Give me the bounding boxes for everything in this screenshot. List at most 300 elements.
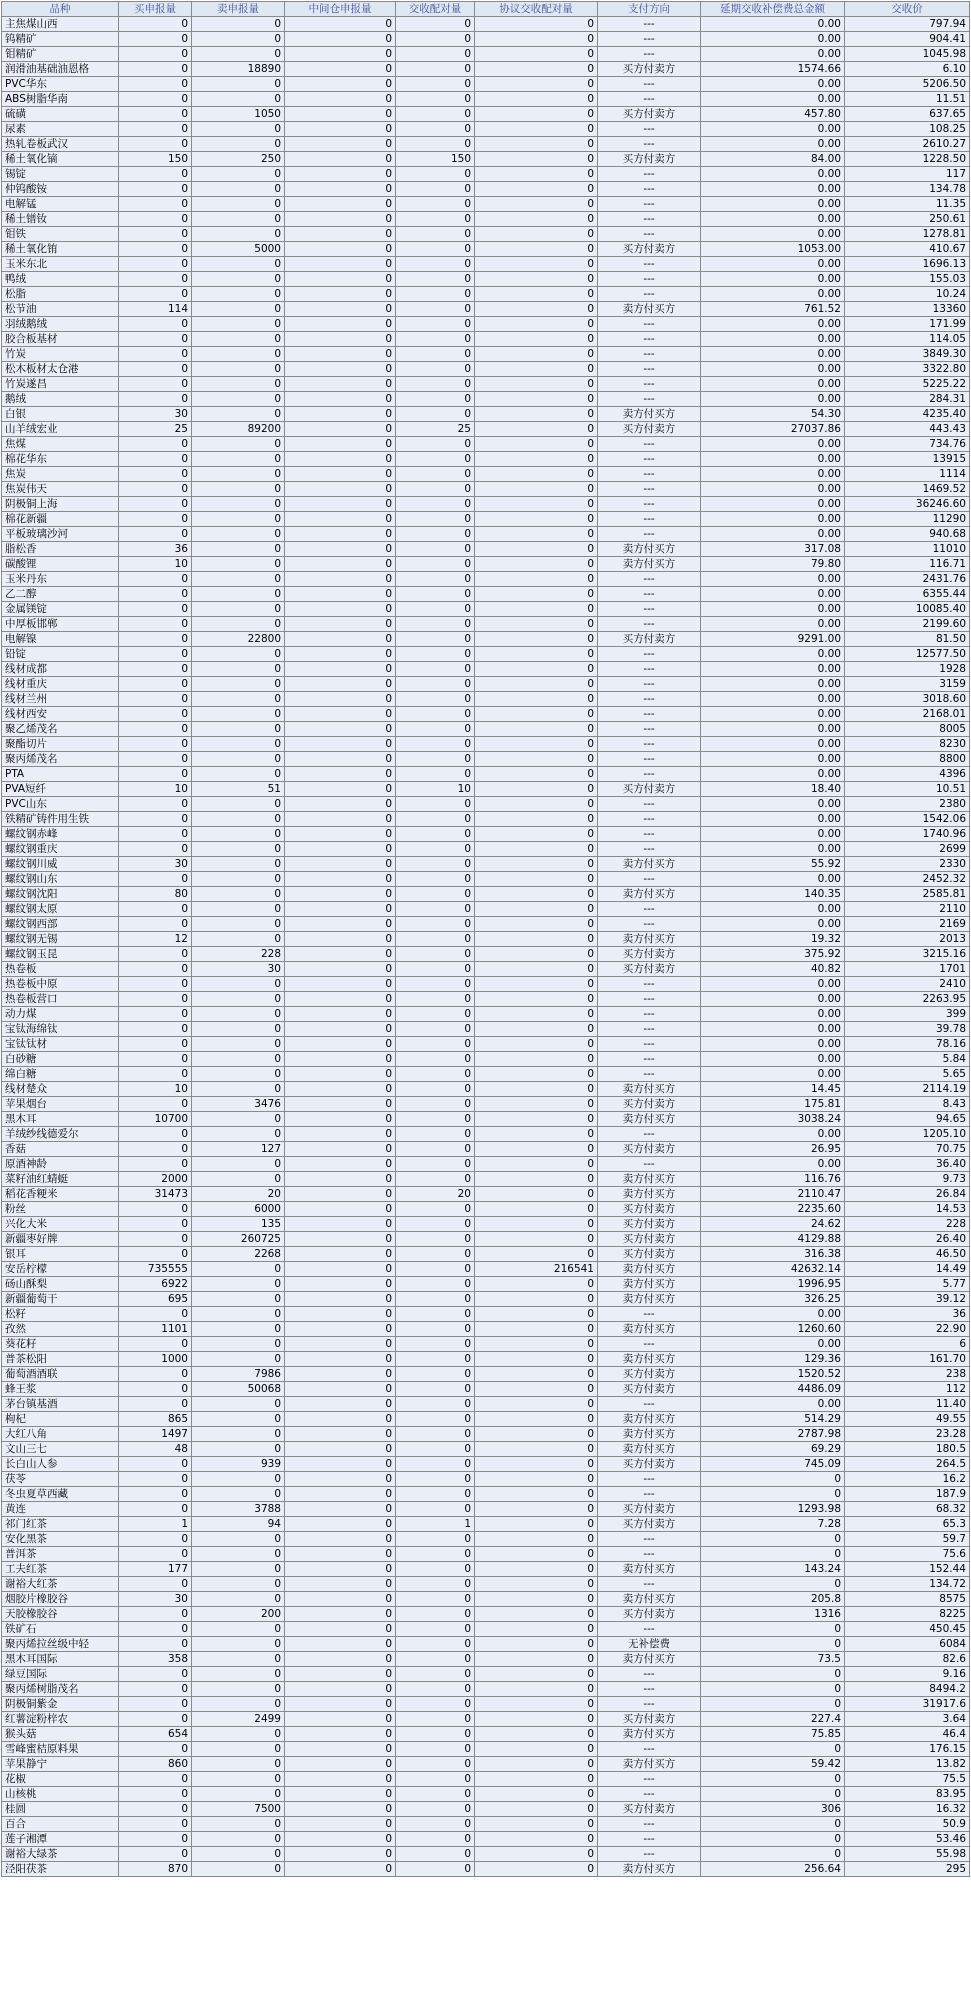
buy-qty-cell: 0	[119, 1817, 192, 1832]
payment-direction-cell: 卖方付买方	[598, 1112, 701, 1127]
matched-qty-cell: 0	[396, 662, 475, 677]
table-row	[2, 1532, 970, 1547]
table-row	[2, 377, 970, 392]
agreement-matched-qty-cell: 0	[475, 1007, 598, 1022]
buy-qty-cell: 0	[119, 1577, 192, 1592]
settlement-price-cell: 4396	[845, 767, 970, 782]
sell-qty-cell: 0	[192, 1067, 285, 1082]
settlement-price-cell: 11.35	[845, 197, 970, 212]
buy-qty-cell: 0	[119, 1457, 192, 1472]
agreement-matched-qty-cell: 0	[475, 1832, 598, 1847]
sell-qty-cell: 0	[192, 1082, 285, 1097]
deferred-fee-cell: 7.28	[701, 1517, 845, 1532]
matched-qty-cell: 0	[396, 362, 475, 377]
settlement-price-cell: 2380	[845, 797, 970, 812]
table-row	[2, 32, 970, 47]
table-row	[2, 1007, 970, 1022]
payment-direction-cell: 卖方付买方	[598, 1592, 701, 1607]
matched-qty-cell: 0	[396, 1652, 475, 1667]
table-row	[2, 1097, 970, 1112]
payment-direction-cell: 买方付卖方	[598, 1712, 701, 1727]
payment-direction-cell: ---	[598, 842, 701, 857]
agreement-matched-qty-cell: 0	[475, 1427, 598, 1442]
deferred-fee-cell: 0.00	[701, 1067, 845, 1082]
intermediate-qty-cell: 0	[285, 1247, 396, 1262]
buy-qty-cell: 695	[119, 1292, 192, 1307]
matched-qty-cell: 0	[396, 557, 475, 572]
table-row	[2, 542, 970, 557]
agreement-matched-qty-cell: 0	[475, 1727, 598, 1742]
table-row	[2, 1712, 970, 1727]
payment-direction-cell: 卖方付买方	[598, 1262, 701, 1277]
matched-qty-cell: 0	[396, 1847, 475, 1862]
settlement-price-cell: 134.72	[845, 1577, 970, 1592]
sell-qty-cell: 0	[192, 977, 285, 992]
intermediate-qty-cell: 0	[285, 377, 396, 392]
column-header-deferred-fee-total: 延期交收补偿费总金额	[701, 2, 845, 17]
buy-qty-cell: 0	[119, 122, 192, 137]
product-cell: 棉花新疆	[2, 512, 119, 527]
intermediate-qty-cell: 0	[285, 347, 396, 362]
deferred-fee-cell: 0	[701, 1832, 845, 1847]
buy-qty-cell: 0	[119, 1022, 192, 1037]
deferred-fee-cell: 0.00	[701, 92, 845, 107]
product-cell: 雪峰蜜桔原料果	[2, 1742, 119, 1757]
intermediate-qty-cell: 0	[285, 1742, 396, 1757]
settlement-price-cell: 94.65	[845, 1112, 970, 1127]
payment-direction-cell: ---	[598, 17, 701, 32]
matched-qty-cell: 0	[396, 1442, 475, 1457]
sell-qty-cell: 0	[192, 617, 285, 632]
buy-qty-cell: 0	[119, 512, 192, 527]
matched-qty-cell: 0	[396, 1217, 475, 1232]
product-cell: 绿豆国际	[2, 1667, 119, 1682]
payment-direction-cell: ---	[598, 722, 701, 737]
sell-qty-cell: 0	[192, 1172, 285, 1187]
buy-qty-cell: 0	[119, 1502, 192, 1517]
product-cell: PVA短纤	[2, 782, 119, 797]
settlement-price-cell: 8800	[845, 752, 970, 767]
agreement-matched-qty-cell: 0	[475, 227, 598, 242]
settlement-price-cell: 117	[845, 167, 970, 182]
intermediate-qty-cell: 0	[285, 1457, 396, 1472]
sell-qty-cell: 0	[192, 1652, 285, 1667]
agreement-matched-qty-cell: 0	[475, 1502, 598, 1517]
payment-direction-cell: 买方付卖方	[598, 152, 701, 167]
agreement-matched-qty-cell: 0	[475, 632, 598, 647]
intermediate-qty-cell: 0	[285, 1202, 396, 1217]
payment-direction-cell: ---	[598, 1487, 701, 1502]
settlement-price-cell: 3159	[845, 677, 970, 692]
buy-qty-cell: 0	[119, 1397, 192, 1412]
settlement-price-cell: 39.78	[845, 1022, 970, 1037]
sell-qty-cell: 0	[192, 1472, 285, 1487]
sell-qty-cell: 0	[192, 497, 285, 512]
settlement-price-cell: 1278.81	[845, 227, 970, 242]
agreement-matched-qty-cell: 0	[475, 887, 598, 902]
deferred-fee-cell: 18.40	[701, 782, 845, 797]
matched-qty-cell: 0	[396, 1547, 475, 1562]
product-cell: PVC华东	[2, 77, 119, 92]
buy-qty-cell: 0	[119, 272, 192, 287]
sell-qty-cell: 0	[192, 677, 285, 692]
product-cell: 茯苓	[2, 1472, 119, 1487]
intermediate-qty-cell: 0	[285, 872, 396, 887]
payment-direction-cell: 卖方付买方	[598, 1292, 701, 1307]
product-cell: 宝钛钛材	[2, 1037, 119, 1052]
matched-qty-cell: 0	[396, 1097, 475, 1112]
sell-qty-cell: 0	[192, 1292, 285, 1307]
payment-direction-cell: ---	[598, 797, 701, 812]
payment-direction-cell: 买方付卖方	[598, 1367, 701, 1382]
table-row	[2, 1787, 970, 1802]
intermediate-qty-cell: 0	[285, 767, 396, 782]
deferred-fee-cell: 9291.00	[701, 632, 845, 647]
settlement-price-cell: 637.65	[845, 107, 970, 122]
payment-direction-cell: ---	[598, 752, 701, 767]
intermediate-qty-cell: 0	[285, 1397, 396, 1412]
table-row	[2, 1082, 970, 1097]
payment-direction-cell: ---	[598, 377, 701, 392]
settlement-price-cell: 1114	[845, 467, 970, 482]
intermediate-qty-cell: 0	[285, 647, 396, 662]
deferred-fee-cell: 0.00	[701, 692, 845, 707]
agreement-matched-qty-cell: 0	[475, 782, 598, 797]
sell-qty-cell: 0	[192, 122, 285, 137]
intermediate-qty-cell: 0	[285, 1847, 396, 1862]
product-cell: 新疆葡萄干	[2, 1292, 119, 1307]
table-row	[2, 1277, 970, 1292]
sell-qty-cell: 0	[192, 317, 285, 332]
sell-qty-cell: 0	[192, 1562, 285, 1577]
product-cell: 绵白糖	[2, 1067, 119, 1082]
matched-qty-cell: 0	[396, 392, 475, 407]
payment-direction-cell: ---	[598, 812, 701, 827]
matched-qty-cell: 0	[396, 437, 475, 452]
settlement-price-cell: 14.49	[845, 1262, 970, 1277]
settlement-price-cell: 36246.60	[845, 497, 970, 512]
buy-qty-cell: 0	[119, 227, 192, 242]
sell-qty-cell: 250	[192, 152, 285, 167]
intermediate-qty-cell: 0	[285, 167, 396, 182]
agreement-matched-qty-cell: 0	[475, 602, 598, 617]
table-row	[2, 1652, 970, 1667]
payment-direction-cell: 卖方付买方	[598, 1172, 701, 1187]
sell-qty-cell: 0	[192, 737, 285, 752]
deferred-fee-cell: 0.00	[701, 1007, 845, 1022]
intermediate-qty-cell: 0	[285, 1772, 396, 1787]
settlement-price-cell: 734.76	[845, 437, 970, 452]
table-row	[2, 362, 970, 377]
payment-direction-cell: ---	[598, 527, 701, 542]
buy-qty-cell: 0	[119, 47, 192, 62]
deferred-fee-cell: 0.00	[701, 347, 845, 362]
intermediate-qty-cell: 0	[285, 782, 396, 797]
payment-direction-cell: ---	[598, 167, 701, 182]
intermediate-qty-cell: 0	[285, 587, 396, 602]
agreement-matched-qty-cell: 0	[475, 1547, 598, 1562]
product-cell: 稻花香粳米	[2, 1187, 119, 1202]
matched-qty-cell: 0	[396, 32, 475, 47]
agreement-matched-qty-cell: 0	[475, 1772, 598, 1787]
sell-qty-cell: 0	[192, 482, 285, 497]
payment-direction-cell: 买方付卖方	[598, 1517, 701, 1532]
agreement-matched-qty-cell: 0	[475, 287, 598, 302]
agreement-matched-qty-cell: 0	[475, 1307, 598, 1322]
agreement-matched-qty-cell: 0	[475, 722, 598, 737]
agreement-matched-qty-cell: 0	[475, 1022, 598, 1037]
table-row	[2, 932, 970, 947]
agreement-matched-qty-cell: 0	[475, 272, 598, 287]
sell-qty-cell: 0	[192, 707, 285, 722]
payment-direction-cell: 买方付卖方	[598, 962, 701, 977]
matched-qty-cell: 0	[396, 242, 475, 257]
matched-qty-cell: 0	[396, 167, 475, 182]
intermediate-qty-cell: 0	[285, 1022, 396, 1037]
product-cell: 聚丙烯茂名	[2, 752, 119, 767]
matched-qty-cell: 0	[396, 677, 475, 692]
product-cell: 黄连	[2, 1502, 119, 1517]
deferred-fee-cell: 0.00	[701, 212, 845, 227]
table-row	[2, 767, 970, 782]
matched-qty-cell: 0	[396, 722, 475, 737]
deferred-fee-cell: 0.00	[701, 17, 845, 32]
payment-direction-cell: 买方付卖方	[598, 782, 701, 797]
matched-qty-cell: 0	[396, 1277, 475, 1292]
sell-qty-cell: 0	[192, 647, 285, 662]
payment-direction-cell: 卖方付买方	[598, 1442, 701, 1457]
sell-qty-cell: 0	[192, 1052, 285, 1067]
intermediate-qty-cell: 0	[285, 542, 396, 557]
buy-qty-cell: 6922	[119, 1277, 192, 1292]
matched-qty-cell: 0	[396, 182, 475, 197]
deferred-fee-cell: 0	[701, 1772, 845, 1787]
deferred-fee-cell: 0.00	[701, 32, 845, 47]
sell-qty-cell: 0	[192, 197, 285, 212]
intermediate-qty-cell: 0	[285, 1592, 396, 1607]
matched-qty-cell: 0	[396, 1742, 475, 1757]
sell-qty-cell: 0	[192, 287, 285, 302]
intermediate-qty-cell: 0	[285, 1817, 396, 1832]
matched-qty-cell: 0	[396, 542, 475, 557]
agreement-matched-qty-cell: 0	[475, 557, 598, 572]
matched-qty-cell: 0	[396, 1502, 475, 1517]
buy-qty-cell: 12	[119, 932, 192, 947]
product-cell: 螺纹钢太原	[2, 902, 119, 917]
buy-qty-cell: 0	[119, 1547, 192, 1562]
agreement-matched-qty-cell: 0	[475, 1472, 598, 1487]
intermediate-qty-cell: 0	[285, 407, 396, 422]
settlement-price-cell: 49.55	[845, 1412, 970, 1427]
deferred-fee-cell: 0.00	[701, 992, 845, 1007]
deferred-fee-cell: 0.00	[701, 437, 845, 452]
table-row	[2, 77, 970, 92]
buy-qty-cell: 0	[119, 662, 192, 677]
deferred-fee-cell: 256.64	[701, 1862, 845, 1877]
agreement-matched-qty-cell: 0	[475, 197, 598, 212]
matched-qty-cell: 0	[396, 122, 475, 137]
product-cell: 稀土氧化镝	[2, 152, 119, 167]
payment-direction-cell: ---	[598, 137, 701, 152]
product-cell: 兴化大米	[2, 1217, 119, 1232]
agreement-matched-qty-cell: 0	[475, 467, 598, 482]
buy-qty-cell: 0	[119, 1532, 192, 1547]
table-row	[2, 392, 970, 407]
product-cell: 谢裕大红茶	[2, 1577, 119, 1592]
agreement-matched-qty-cell: 0	[475, 362, 598, 377]
buy-qty-cell: 0	[119, 242, 192, 257]
table-row	[2, 1562, 970, 1577]
agreement-matched-qty-cell: 0	[475, 1637, 598, 1652]
sell-qty-cell: 0	[192, 692, 285, 707]
matched-qty-cell: 0	[396, 1772, 475, 1787]
buy-qty-cell: 0	[119, 1637, 192, 1652]
intermediate-qty-cell: 0	[285, 917, 396, 932]
buy-qty-cell: 0	[119, 1157, 192, 1172]
settlement-price-cell: 2610.27	[845, 137, 970, 152]
payment-direction-cell: ---	[598, 437, 701, 452]
payment-direction-cell: 买方付卖方	[598, 1202, 701, 1217]
buy-qty-cell: 0	[119, 287, 192, 302]
intermediate-qty-cell: 0	[285, 572, 396, 587]
table-row	[2, 272, 970, 287]
payment-direction-cell: 卖方付买方	[598, 302, 701, 317]
agreement-matched-qty-cell: 0	[475, 317, 598, 332]
agreement-matched-qty-cell: 0	[475, 947, 598, 962]
buy-qty-cell: 0	[119, 707, 192, 722]
deferred-fee-cell: 745.09	[701, 1457, 845, 1472]
buy-qty-cell: 0	[119, 527, 192, 542]
table-row	[2, 1427, 970, 1442]
intermediate-qty-cell: 0	[285, 437, 396, 452]
settlement-price-cell: 31917.6	[845, 1697, 970, 1712]
intermediate-qty-cell: 0	[285, 482, 396, 497]
deferred-fee-cell: 0.00	[701, 47, 845, 62]
matched-qty-cell: 0	[396, 1487, 475, 1502]
matched-qty-cell: 0	[396, 227, 475, 242]
deferred-fee-cell: 0.00	[701, 872, 845, 887]
sell-qty-cell: 5000	[192, 242, 285, 257]
column-header-matched-qty: 交收配对量	[396, 2, 475, 17]
agreement-matched-qty-cell: 0	[475, 917, 598, 932]
product-cell: 砀山酥梨	[2, 1277, 119, 1292]
product-cell: 主焦煤山西	[2, 17, 119, 32]
intermediate-qty-cell: 0	[285, 122, 396, 137]
agreement-matched-qty-cell: 216541	[475, 1262, 598, 1277]
payment-direction-cell: 买方付卖方	[598, 242, 701, 257]
agreement-matched-qty-cell: 0	[475, 842, 598, 857]
matched-qty-cell: 0	[396, 1292, 475, 1307]
buy-qty-cell: 0	[119, 1832, 192, 1847]
table-row	[2, 1412, 970, 1427]
deferred-fee-cell: 0	[701, 1697, 845, 1712]
product-cell: 脂松香	[2, 542, 119, 557]
matched-qty-cell: 0	[396, 1172, 475, 1187]
deferred-fee-cell: 0.00	[701, 1052, 845, 1067]
table-row	[2, 437, 970, 452]
sell-qty-cell: 0	[192, 1727, 285, 1742]
payment-direction-cell: ---	[598, 827, 701, 842]
sell-qty-cell: 0	[192, 932, 285, 947]
intermediate-qty-cell: 0	[285, 857, 396, 872]
settlement-price-cell: 8494.2	[845, 1682, 970, 1697]
matched-qty-cell: 0	[396, 1472, 475, 1487]
product-cell: 电解镍	[2, 632, 119, 647]
product-cell: 螺纹钢无锡	[2, 932, 119, 947]
table-row	[2, 707, 970, 722]
table-row	[2, 332, 970, 347]
product-cell: 热轧卷板武汉	[2, 137, 119, 152]
settlement-price-cell: 14.53	[845, 1202, 970, 1217]
buy-qty-cell: 0	[119, 32, 192, 47]
product-cell: 猴头菇	[2, 1727, 119, 1742]
product-cell: 安岳柠檬	[2, 1262, 119, 1277]
product-cell: 花椒	[2, 1772, 119, 1787]
intermediate-qty-cell: 0	[285, 1337, 396, 1352]
payment-direction-cell: ---	[598, 317, 701, 332]
buy-qty-cell: 0	[119, 17, 192, 32]
payment-direction-cell: ---	[598, 347, 701, 362]
matched-qty-cell: 0	[396, 1067, 475, 1082]
intermediate-qty-cell: 0	[285, 1322, 396, 1337]
agreement-matched-qty-cell: 0	[475, 1517, 598, 1532]
sell-qty-cell: 0	[192, 1322, 285, 1337]
agreement-matched-qty-cell: 0	[475, 377, 598, 392]
intermediate-qty-cell: 0	[285, 1487, 396, 1502]
payment-direction-cell: ---	[598, 287, 701, 302]
table-row	[2, 1337, 970, 1352]
agreement-matched-qty-cell: 0	[475, 1607, 598, 1622]
buy-qty-cell: 10700	[119, 1112, 192, 1127]
payment-direction-cell: 卖方付买方	[598, 1082, 701, 1097]
deferred-fee-cell: 0.00	[701, 512, 845, 527]
intermediate-qty-cell: 0	[285, 227, 396, 242]
buy-qty-cell: 0	[119, 1037, 192, 1052]
table-row	[2, 1307, 970, 1322]
table-row	[2, 1037, 970, 1052]
agreement-matched-qty-cell: 0	[475, 872, 598, 887]
sell-qty-cell: 89200	[192, 422, 285, 437]
deferred-fee-cell: 317.08	[701, 542, 845, 557]
payment-direction-cell: ---	[598, 1157, 701, 1172]
buy-qty-cell: 30	[119, 407, 192, 422]
matched-qty-cell: 0	[396, 287, 475, 302]
matched-qty-cell: 0	[396, 1712, 475, 1727]
table-row	[2, 1517, 970, 1532]
settlement-price-cell: 6	[845, 1337, 970, 1352]
product-cell: 铁精矿铸件用生铁	[2, 812, 119, 827]
settlement-price-cell: 2114.19	[845, 1082, 970, 1097]
table-row	[2, 1697, 970, 1712]
table-row	[2, 347, 970, 362]
sell-qty-cell: 127	[192, 1142, 285, 1157]
settlement-price-cell: 5225.22	[845, 377, 970, 392]
product-cell: 聚丙烯树脂茂名	[2, 1682, 119, 1697]
payment-direction-cell: ---	[598, 617, 701, 632]
payment-direction-cell: ---	[598, 767, 701, 782]
deferred-fee-cell: 175.81	[701, 1097, 845, 1112]
table-row	[2, 737, 970, 752]
buy-qty-cell: 0	[119, 872, 192, 887]
buy-qty-cell: 0	[119, 137, 192, 152]
payment-direction-cell: ---	[598, 512, 701, 527]
table-row	[2, 1142, 970, 1157]
column-header-product: 品种	[2, 2, 119, 17]
payment-direction-cell: ---	[598, 1397, 701, 1412]
deferred-fee-cell: 0.00	[701, 722, 845, 737]
matched-qty-cell: 0	[396, 257, 475, 272]
buy-qty-cell: 0	[119, 947, 192, 962]
